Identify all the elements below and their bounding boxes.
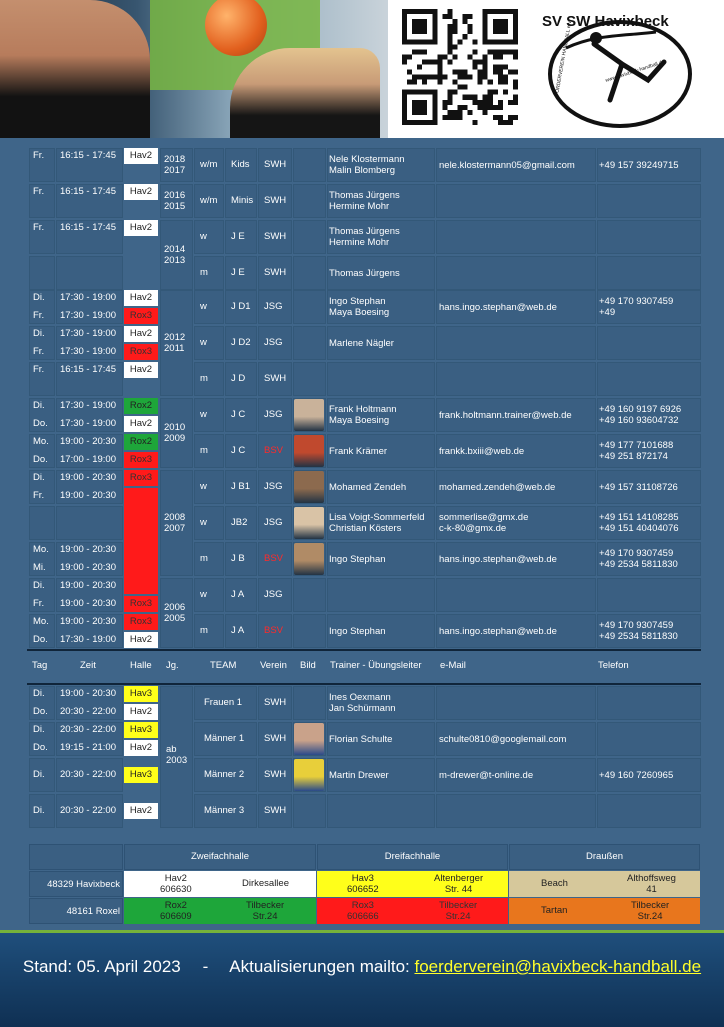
halle-badge: Hav2: [124, 220, 158, 236]
legend-address: Tilbecker: [246, 900, 285, 911]
trainer-phone: +49 177 7101688: [599, 440, 674, 451]
halle-badge: Hav2: [124, 803, 158, 819]
year-label: 2016: [164, 190, 186, 201]
day-label: Di.: [33, 769, 45, 780]
trainer-photo: [294, 543, 324, 575]
trainer-phone: +49 170 9307459: [599, 620, 674, 631]
time-label: 19:00 - 20:30: [60, 562, 116, 573]
gender-label: w: [200, 301, 207, 312]
day-label: Fr.: [33, 310, 45, 321]
day-label: Do.: [33, 418, 48, 429]
day-label: Fr.: [33, 222, 45, 233]
club-label: BSV: [264, 625, 284, 636]
club-logo: [536, 4, 704, 130]
footer-text: Stand: 05. April 2023 - Aktualisierungen mailto: foerderverein@havixbeck-handball.de: [22, 957, 702, 976]
trainer-phone: +49 160 9197 6926: [599, 404, 682, 415]
halle-badge: Hav2: [124, 290, 158, 306]
trainer-name: Ingo Stephan: [329, 554, 386, 565]
trainer-photo: [294, 723, 324, 755]
legend-address: Dirkesallee: [242, 878, 289, 889]
trainer-phone: +49: [599, 307, 616, 318]
year-label: 2011: [164, 343, 185, 354]
gender-label: w: [200, 409, 207, 420]
trainer-name: Hermine Mohr: [329, 237, 390, 248]
club-label: JSG: [264, 481, 283, 492]
trainer-name: Ingo Stephan: [329, 296, 386, 307]
legend-address: Altenberger: [434, 873, 484, 884]
trainer-name: Mohamed Zendeh: [329, 482, 407, 493]
legend-header: Zweifachhalle: [124, 844, 316, 870]
legend-hall-code: Rox3: [351, 900, 374, 911]
legend-hall-number: 606630: [160, 884, 192, 895]
legend-address: Str. 44: [444, 884, 473, 895]
trainer-photo: [294, 759, 324, 791]
gender-label: w: [200, 517, 207, 528]
time-label: 19:15 - 21:00: [60, 742, 116, 753]
time-label: 17:30 - 19:00: [60, 292, 116, 303]
time-label: 20:30 - 22:00: [60, 706, 116, 717]
year-label: ab: [166, 744, 177, 755]
time-label: 19:00 - 20:30: [60, 544, 116, 555]
update-label: Aktualisierungen mailto:: [229, 957, 410, 976]
team-label: Männer 3: [204, 805, 245, 816]
header-team: TEAM: [210, 660, 237, 671]
team-label: J A: [231, 589, 245, 600]
trainer-email[interactable]: hans.ingo.stephan@web.de: [439, 554, 557, 565]
time-label: 20:30 - 22:00: [60, 769, 116, 780]
player-right-figure: [230, 48, 380, 138]
time-label: 19:00 - 20:30: [60, 490, 116, 501]
gender-label: w: [200, 589, 207, 600]
trainer-phone: +49 151 14108285: [599, 512, 679, 523]
gender-label: m: [200, 445, 208, 456]
trainer-email[interactable]: frank.holtmann.trainer@web.de: [439, 410, 572, 421]
club-label: SWH: [264, 733, 287, 744]
halle-badge: Hav2: [124, 416, 158, 432]
time-label: 19:00 - 20:30: [60, 580, 116, 591]
time-label: 16:15 - 17:45: [60, 364, 116, 375]
day-label: Mo.: [33, 436, 49, 447]
time-label: 19:00 - 20:30: [60, 616, 116, 627]
team-label: JB2: [231, 517, 248, 528]
legend-address: Tilbecker: [631, 900, 670, 911]
day-label: Do.: [33, 706, 48, 717]
gender-label: w/m: [200, 159, 218, 170]
year-label: 2018: [164, 154, 186, 165]
header-phone: Telefon: [598, 660, 629, 671]
day-label: Fr.: [33, 150, 45, 161]
trainer-photo: [294, 435, 324, 467]
day-label: Fr.: [33, 364, 45, 375]
trainer-email[interactable]: mohamed.zendeh@web.de: [439, 482, 556, 493]
legend-address: 41: [646, 884, 657, 895]
day-label: Di.: [33, 724, 45, 735]
gender-label: w: [200, 481, 207, 492]
year-label: 2012: [164, 332, 186, 343]
club-label: SWH: [264, 373, 287, 384]
year-label: 2009: [164, 433, 186, 444]
day-label: Di.: [33, 292, 45, 303]
qr-code[interactable]: [397, 4, 523, 130]
trainer-phone: +49 160 7260965: [599, 770, 674, 781]
day-label: Di.: [33, 328, 45, 339]
year-label: 2010: [164, 422, 186, 433]
trainer-name: Ingo Stephan: [329, 626, 386, 637]
header-zeit: Zeit: [80, 660, 96, 671]
team-label: J D: [231, 373, 246, 384]
time-label: 19:00 - 20:30: [60, 688, 116, 699]
team-label: Minis: [231, 195, 254, 206]
footer: [0, 930, 724, 1027]
year-label: 2007: [164, 523, 186, 534]
day-label: Mo.: [33, 616, 49, 627]
team-label: Männer 2: [204, 769, 245, 780]
legend-place: 48161 Roxel: [29, 898, 123, 924]
halle-badge: Rox3: [124, 596, 158, 612]
year-label: 2015: [164, 201, 186, 212]
year-label: 2008: [164, 512, 186, 523]
team-label: J D2: [231, 337, 251, 348]
trainer-name: Thomas Jürgens: [329, 190, 400, 201]
time-label: 16:15 - 17:45: [60, 222, 116, 233]
trainer-name: Malin Blomberg: [329, 165, 395, 176]
header-halle: Halle: [130, 660, 152, 671]
trainer-email[interactable]: hans.ingo.stephan@web.de: [439, 302, 557, 313]
club-label: JSG: [264, 337, 283, 348]
trainer-phone: +49 151 40404076: [599, 523, 679, 534]
halle-badge: Hav3: [124, 767, 158, 783]
svg-text:www.havixbeck-handball.de: www.havixbeck-handball.de: [604, 59, 666, 84]
day-label: Di.: [33, 472, 45, 483]
time-label: 19:00 - 20:30: [60, 472, 116, 483]
header-verein: Verein: [260, 660, 287, 671]
legend-header: Dreifachhalle: [317, 844, 508, 870]
team-label: J D1: [231, 301, 251, 312]
header-jg: Jg.: [166, 660, 179, 671]
halle-badge: Rox2: [124, 398, 158, 414]
club-label: JSG: [264, 517, 283, 528]
club-label: JSG: [264, 409, 283, 420]
year-label: 2017: [164, 165, 186, 176]
trainer-phone: +49 170 9307459: [599, 296, 674, 307]
gender-label: w: [200, 337, 207, 348]
year-label: 2003: [166, 755, 188, 766]
time-label: 19:00 - 20:30: [60, 598, 116, 609]
halle-badge: Hav2: [124, 632, 158, 648]
trainer-name: Thomas Jürgens: [329, 226, 400, 237]
club-label: SWH: [264, 769, 287, 780]
day-label: Do.: [33, 742, 48, 753]
day-label: Mo.: [33, 544, 49, 555]
legend-address: Tilbecker: [439, 900, 478, 911]
header: [0, 0, 724, 138]
time-label: 17:30 - 19:00: [60, 346, 116, 357]
halle-badge: Rox3: [124, 452, 158, 468]
gender-label: m: [200, 373, 208, 384]
club-label: BSV: [264, 553, 284, 564]
time-label: 17:30 - 19:00: [60, 310, 116, 321]
trainer-phone: +49 170 9307459: [599, 548, 674, 559]
time-label: 20:30 - 22:00: [60, 805, 116, 816]
header-email: e-Mail: [440, 660, 466, 671]
legend-hall-code: Hav3: [351, 873, 374, 884]
year-label: 2006: [164, 602, 186, 613]
legend-hall-number: 606652: [347, 884, 379, 895]
mailto-link[interactable]: foerderverein@havixbeck-handball.de: [414, 957, 702, 976]
team-label: J E: [231, 231, 245, 242]
trainer-phone: +49 157 39249715: [599, 160, 679, 171]
day-label: Do.: [33, 634, 48, 645]
day-label: Di.: [33, 805, 45, 816]
year-label: 2005: [164, 613, 186, 624]
legend-outdoor-type: Tartan: [541, 905, 568, 916]
legend-hall-code: Rox2: [164, 900, 187, 911]
halle-badge: Hav2: [124, 148, 158, 164]
trainer-name: Maya Boesing: [329, 415, 390, 426]
trainer-email[interactable]: sommerlise@gmx.de: [439, 512, 529, 523]
header-tag: Tag: [32, 660, 48, 671]
trainer-name: Frank Krämer: [329, 446, 388, 457]
gender-label: w/m: [200, 195, 218, 206]
club-label: JSG: [264, 301, 283, 312]
day-label: Fr.: [33, 346, 45, 357]
trainer-email[interactable]: m-drewer@t-online.de: [439, 770, 534, 781]
legend-hall-number: 606609: [160, 911, 192, 922]
trainer-photo: [294, 471, 324, 503]
club-label: SWH: [264, 159, 287, 170]
club-label: SWH: [264, 805, 287, 816]
trainer-name: Frank Holtmann: [329, 404, 397, 415]
halle-badge: Rox3: [124, 470, 158, 486]
halle-badge: Rox3: [124, 308, 158, 324]
time-label: 20:30 - 22:00: [60, 724, 116, 735]
trainer-name: Maya Boesing: [329, 307, 390, 318]
team-photo: [0, 0, 388, 138]
gender-label: m: [200, 553, 208, 564]
trainer-name: Christian Kösters: [329, 523, 402, 534]
legend-hall-number: 606666: [347, 911, 379, 922]
legend-address: Str.24: [445, 911, 471, 922]
trainer-name: Hermine Mohr: [329, 201, 390, 212]
club-label: SWH: [264, 267, 287, 278]
legend-header: Draußen: [509, 844, 700, 870]
gender-label: m: [200, 267, 208, 278]
club-label: SWH: [264, 231, 287, 242]
trainer-phone: +49 251 872174: [599, 451, 668, 462]
day-label: Fr.: [33, 186, 45, 197]
svg-text:FÖRDERVEREIN HANDBALL e.V.: FÖRDERVEREIN HANDBALL e.V.: [554, 19, 574, 97]
time-label: 17:00 - 19:00: [60, 454, 116, 465]
time-label: 17:30 - 19:00: [60, 400, 116, 411]
day-label: Mi.: [33, 562, 46, 573]
time-label: 19:00 - 20:30: [60, 436, 116, 447]
team-label: J C: [231, 409, 246, 420]
trainer-email[interactable]: nele.klostermann05@gmail.com: [439, 160, 575, 171]
trainer-phone: +49 157 31108726: [599, 482, 678, 493]
trainer-name: Jan Schürmann: [329, 703, 396, 714]
day-label: Di.: [33, 688, 45, 699]
trainer-phone: +49 2534 5811830: [599, 631, 678, 642]
club-label: SWH: [264, 697, 287, 708]
trainer-photo: [294, 507, 324, 539]
legend-hall-code: Hav2: [164, 873, 187, 884]
day-label: Fr.: [33, 598, 45, 609]
trainer-name: Nele Klostermann: [329, 154, 405, 165]
trainer-email[interactable]: c-k-80@gmx.de: [439, 523, 507, 534]
schedule-area: [0, 138, 724, 930]
club-label: JSG: [264, 589, 283, 600]
time-label: 17:30 - 19:00: [60, 634, 116, 645]
header-bild: Bild: [300, 660, 316, 671]
day-label: Do.: [33, 454, 48, 465]
year-label: 2013: [164, 255, 186, 266]
halle-badge: Hav2: [124, 326, 158, 342]
team-label: J B: [231, 553, 245, 564]
player-left-figure: [0, 0, 150, 138]
legend-address: Str.24: [637, 911, 663, 922]
trainer-email[interactable]: hans.ingo.stephan@web.de: [439, 626, 557, 637]
trainer-name: Ines Oexmann: [329, 692, 391, 703]
day-label: Di.: [33, 400, 45, 411]
trainer-name: Thomas Jürgens: [329, 268, 400, 279]
day-label: Fr.: [33, 490, 45, 501]
team-label: J C: [231, 445, 246, 456]
halle-badge: Rox2: [124, 434, 158, 450]
halle-badge: Hav3: [124, 722, 158, 738]
halle-badge: Hav2: [124, 362, 158, 378]
trainer-photo: [294, 399, 324, 431]
svg-text:SV SW Havixbeck: SV SW Havixbeck: [542, 13, 669, 30]
day-label: Di.: [33, 580, 45, 591]
team-label: Kids: [231, 159, 250, 170]
time-label: 16:15 - 17:45: [60, 150, 116, 161]
trainer-email[interactable]: schulte0810@googlemail.com: [439, 734, 567, 745]
trainer-name: Florian Schulte: [329, 734, 393, 745]
gender-label: m: [200, 625, 208, 636]
halle-badge: Rox3: [124, 344, 158, 360]
team-label: J A: [231, 625, 245, 636]
halle-badge: Hav3: [124, 686, 158, 702]
trainer-name: Marlene Nägler: [329, 338, 394, 349]
gender-label: w: [200, 231, 207, 242]
trainer-email[interactable]: frankk.bxiii@web.de: [439, 446, 525, 457]
team-label: J E: [231, 267, 245, 278]
legend-place: 48329 Havixbeck: [29, 871, 123, 897]
time-label: 17:30 - 19:00: [60, 418, 116, 429]
legend-address: Str.24: [252, 911, 278, 922]
halle-badge: Hav2: [124, 184, 158, 200]
legend-outdoor-type: Beach: [541, 878, 568, 889]
team-label: J B1: [231, 481, 251, 492]
trainer-phone: +49 160 93604732: [599, 415, 679, 426]
stand-date: Stand: 05. April 2023: [22, 957, 181, 976]
halle-badge: Rox3: [124, 614, 158, 630]
team-label: Frauen 1: [204, 697, 243, 708]
year-label: 2014: [164, 244, 186, 255]
halle-badge: Hav2: [124, 740, 158, 756]
club-label: SWH: [264, 195, 287, 206]
trainer-name: Lisa Voigt-Sommerfeld: [329, 512, 425, 523]
time-label: 16:15 - 17:45: [60, 186, 116, 197]
club-label: BSV: [264, 445, 284, 456]
divider: [27, 649, 701, 651]
trainer-phone: +49 2534 5811830: [599, 559, 678, 570]
halle-badge: Hav2: [124, 704, 158, 720]
header-trainer: Trainer - Übungsleiter: [330, 660, 422, 671]
legend-address: Althoffsweg: [627, 873, 676, 884]
divider: [27, 683, 701, 685]
time-label: 17:30 - 19:00: [60, 328, 116, 339]
team-label: Männer 1: [204, 733, 245, 744]
trainer-name: Martin Drewer: [329, 770, 389, 781]
